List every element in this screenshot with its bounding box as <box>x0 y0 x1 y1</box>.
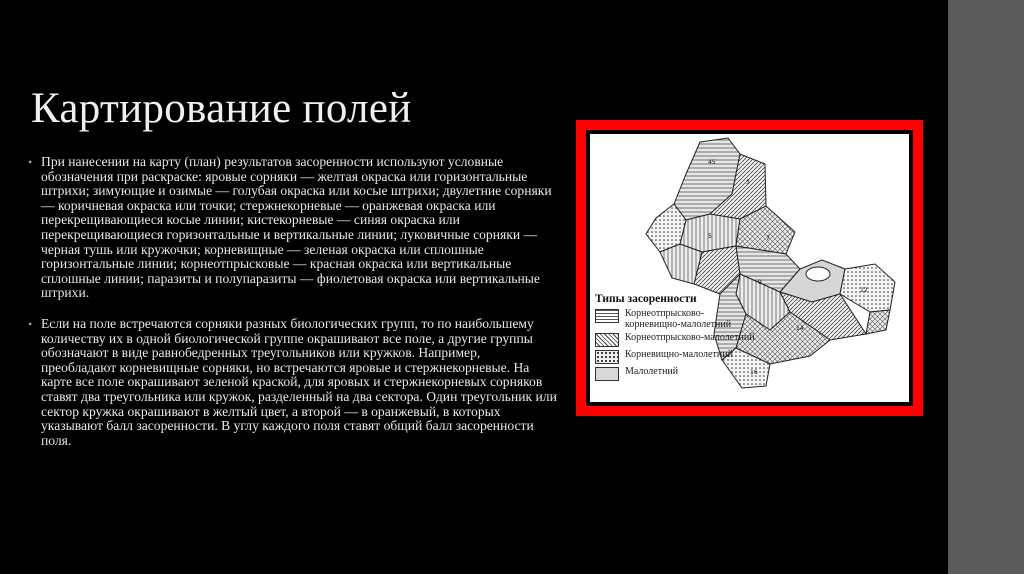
map-image-frame <box>576 120 923 416</box>
legend-item <box>595 308 755 330</box>
legend-label: Корнеотпрысково-корневищно-малолетний <box>625 308 732 330</box>
bullet-dot-icon: • <box>28 316 33 331</box>
solid-gray-swatch <box>595 367 619 381</box>
svg-text:16: 16 <box>750 369 758 376</box>
horizontal-hatch-swatch <box>595 309 619 323</box>
bullet-item <box>28 317 558 448</box>
svg-text:12: 12 <box>860 287 868 294</box>
svg-text:5: 5 <box>708 233 712 240</box>
svg-text:9: 9 <box>758 279 762 286</box>
legend-item <box>595 332 755 347</box>
dots-swatch <box>595 350 619 364</box>
legend-label: Корневищно-малолетний <box>625 349 733 360</box>
legend-item <box>595 349 755 364</box>
map-image-border <box>586 130 913 406</box>
legend-title: Типы засоренности <box>595 293 697 305</box>
legend-label: Малолетний <box>625 366 679 377</box>
bullet-text: При нанесении на карту (план) результатов засоренности используют условные обозначения при раскраске: яровые сорняки — желтая окраска или горизонтальные штрихи; зимующие и озимые — голубая окраска или косые штрихи; двулетние сорняки — коричневая окраска или точки; стержнекорневые — оранжевая окраска или перекрещивающиеся косые линии; кистекорневые — синяя окраска или перекрещивающиеся горизонтальные и вертикальные линии; луковичные сорняки — черная тушь или кружочки; корневищные — зеленая окраска или сплошные горизонтальные линии; корнеотпрысковые — красная окраска или вертикальные сплошные линии; паразиты и полупаразиты — фиолетовая окраска или вертикальные штрихи. <box>41 154 552 301</box>
side-panel <box>948 0 1024 574</box>
weed-map-image <box>590 134 909 402</box>
legend-item <box>595 366 755 381</box>
bullet-text: Если на поле встречаются сорняки разных биологических групп, то по наибольшему количеству их в одной биологической группе окрашивают все поле, а другие группы обозначают в виде равнобедренных треугольников или кружков. Например, преобладают корневищные сорняки, но встречаются яровые и стержнекорневые. На карте все поле окрашивают зеленой краской, для яровых и стержнекорневых сорняков ставят два треугольника или кружок, разделенный на два сектора. Один треугольник или сектор кружка окрашивают в желтый цвет, а второй — в оранжевый, в которых указывают балл засоренности. В углу каждого поля ставят общий балл засоренности поля. <box>41 315 557 448</box>
svg-text:14: 14 <box>796 325 804 332</box>
bullet-item <box>28 155 558 301</box>
bullet-list <box>28 155 558 464</box>
svg-text:3: 3 <box>746 179 750 186</box>
legend-label: Корнеотпрысково-малолетний <box>625 332 755 343</box>
diagonal-hatch-swatch <box>595 333 619 347</box>
bullet-dot-icon: • <box>28 155 33 169</box>
svg-text:45: 45 <box>708 159 716 166</box>
slide-title: Картирование полей <box>31 85 412 132</box>
map-legend <box>595 293 755 383</box>
svg-text:7: 7 <box>766 235 770 242</box>
